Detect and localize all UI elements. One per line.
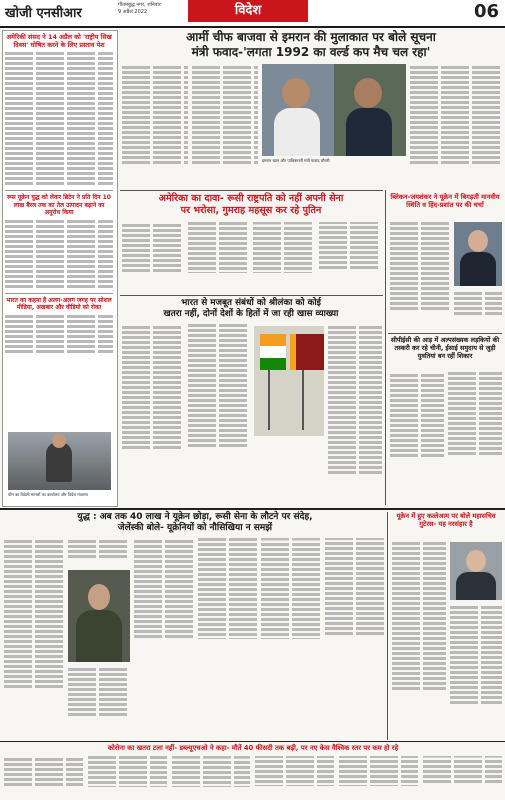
sub-headline [120, 193, 382, 217]
masthead [0, 0, 505, 28]
ukraine-story-col2-bottom [68, 666, 130, 738]
right-top-headline: ब्लिंकन-जयशंकर ने यूक्रेन में बिगड़ती मानवीय स्थिति व हिंद-प्रशांत पर की चर्चा [390, 193, 500, 210]
covid-headline: कोरोना का खतरा टला नहीं- डब्ल्यूएचओ ने कहा- मौतें 40 फीसदी तक बढ़ी, पर नए केस वैश्विक स्तर पर कम हो रहे [107, 744, 399, 752]
right-mid-headline: सीपीईसी की आड़ में अल्पसंख्यक लड़कियों की तस्करी कर रहे चीनी, ईसाई समुदाय से जुड़ी युवतियां बन रहीं शिकार [390, 336, 500, 361]
sub-story-text [122, 222, 380, 292]
lead-headline [120, 30, 502, 60]
guterres-story-col2 [450, 604, 502, 738]
lead-headline-line1: आर्मी चीफ बाजवा से इमरान की मुलाकात पर बोले सूचना [186, 30, 436, 44]
left-low-heading: भारत का कहना है अलग-अलग जगह पर सोशल मीडिया, अखबार और वीडियो को रोका [5, 293, 113, 312]
lead-story-col1 [122, 64, 188, 186]
guterres-photo [450, 542, 502, 600]
guterres-story-col1 [392, 540, 446, 738]
flags-photo [254, 326, 324, 436]
srilanka-story-col3 [328, 324, 382, 504]
masthead-date-line2: 9 अप्रैल 2022 [118, 9, 148, 15]
blinken-photo [454, 222, 502, 286]
column-divider [387, 512, 388, 740]
rule [388, 333, 502, 334]
rule [0, 508, 505, 510]
srilanka-headline-line1: भारत से मजबूत संबंधों को श्रीलंका को कोई [181, 298, 321, 308]
lead-photo [262, 64, 406, 156]
rule [0, 741, 505, 742]
ukraine-story-col2-top [68, 538, 128, 568]
sub-headline-line1: अमेरिका का दावा- रूसी राष्ट्रपति को नहीं अपनी सेना [158, 193, 344, 204]
bottom-banner-line1: युद्ध : अब तक 40 लाख ने यूक्रेन छोड़ा, रूसी सेना के लौटने पर संदेह, [77, 512, 313, 522]
right-top-story [390, 220, 450, 330]
left-protest-photo [8, 432, 111, 490]
lead-story-col2 [192, 64, 258, 186]
left-mid-heading: रूस यूक्रेन युद्ध को लेकर ब्रिटेन ने प्रति दिन 10 लाख बैरल तक का तेल उत्पादन बढ़ाने का अनुरोध किया [5, 190, 113, 217]
right-top-story-2 [454, 290, 502, 330]
lead-story-col3 [410, 64, 502, 186]
srilanka-headline-line2: खतरा नहीं, दोनों देशों के हितों में जा रही खास व्याख्या [163, 309, 339, 319]
bottom-banner-line2: जेलेंस्की बोले- यूक्रेनियों को नौसिखिया न समझें [117, 523, 273, 534]
guterres-headline: यूक्रेन में हुए कत्लेआम पर बोले महासचिव गुटेरस- यह नरसंहार है [396, 512, 496, 529]
covid-story-text [4, 756, 502, 798]
srilanka-story-text [122, 324, 250, 504]
rule [120, 190, 383, 191]
bottom-banner-headline [4, 512, 386, 535]
right-mid-story [390, 372, 502, 504]
masthead-meta [118, 2, 161, 16]
left-top-heading: अमेरिकी संसद ने 14 अप्रैल को 'राष्ट्रीय सिख दिवस' घोषित करने के लिए प्रस्ताव पेश [6, 33, 112, 49]
ukraine-story-col1 [4, 538, 64, 738]
page-number: 06 [473, 1, 499, 22]
lead-photo-caption: इमरान खान और पाकिस्तानी मंत्री फवाद चौधरी [262, 158, 330, 163]
zelensky-photo [68, 570, 130, 662]
left-photo-caption: चीन का विदेशी मामलों का कार्यालय और विदेश मंत्रालय [8, 492, 88, 497]
ukraine-story-rest [134, 538, 384, 738]
section-title: विदेश [188, 0, 308, 22]
column-divider [385, 190, 386, 505]
masthead-date-line1: गौतमबुद्ध नगर, शनिवार [118, 2, 161, 8]
lead-headline-line2: मंत्री फवाद-'लगता 1992 का वर्ल्ड कप मैच चल रहा' [191, 45, 431, 59]
paper-logo: खोजी एनसीआर [5, 6, 82, 21]
sub-headline-line2: पर भरोसा, गुमराह महसूस कर रहे पुतिन [180, 205, 322, 216]
srilanka-headline [120, 298, 382, 320]
rule [120, 295, 383, 296]
